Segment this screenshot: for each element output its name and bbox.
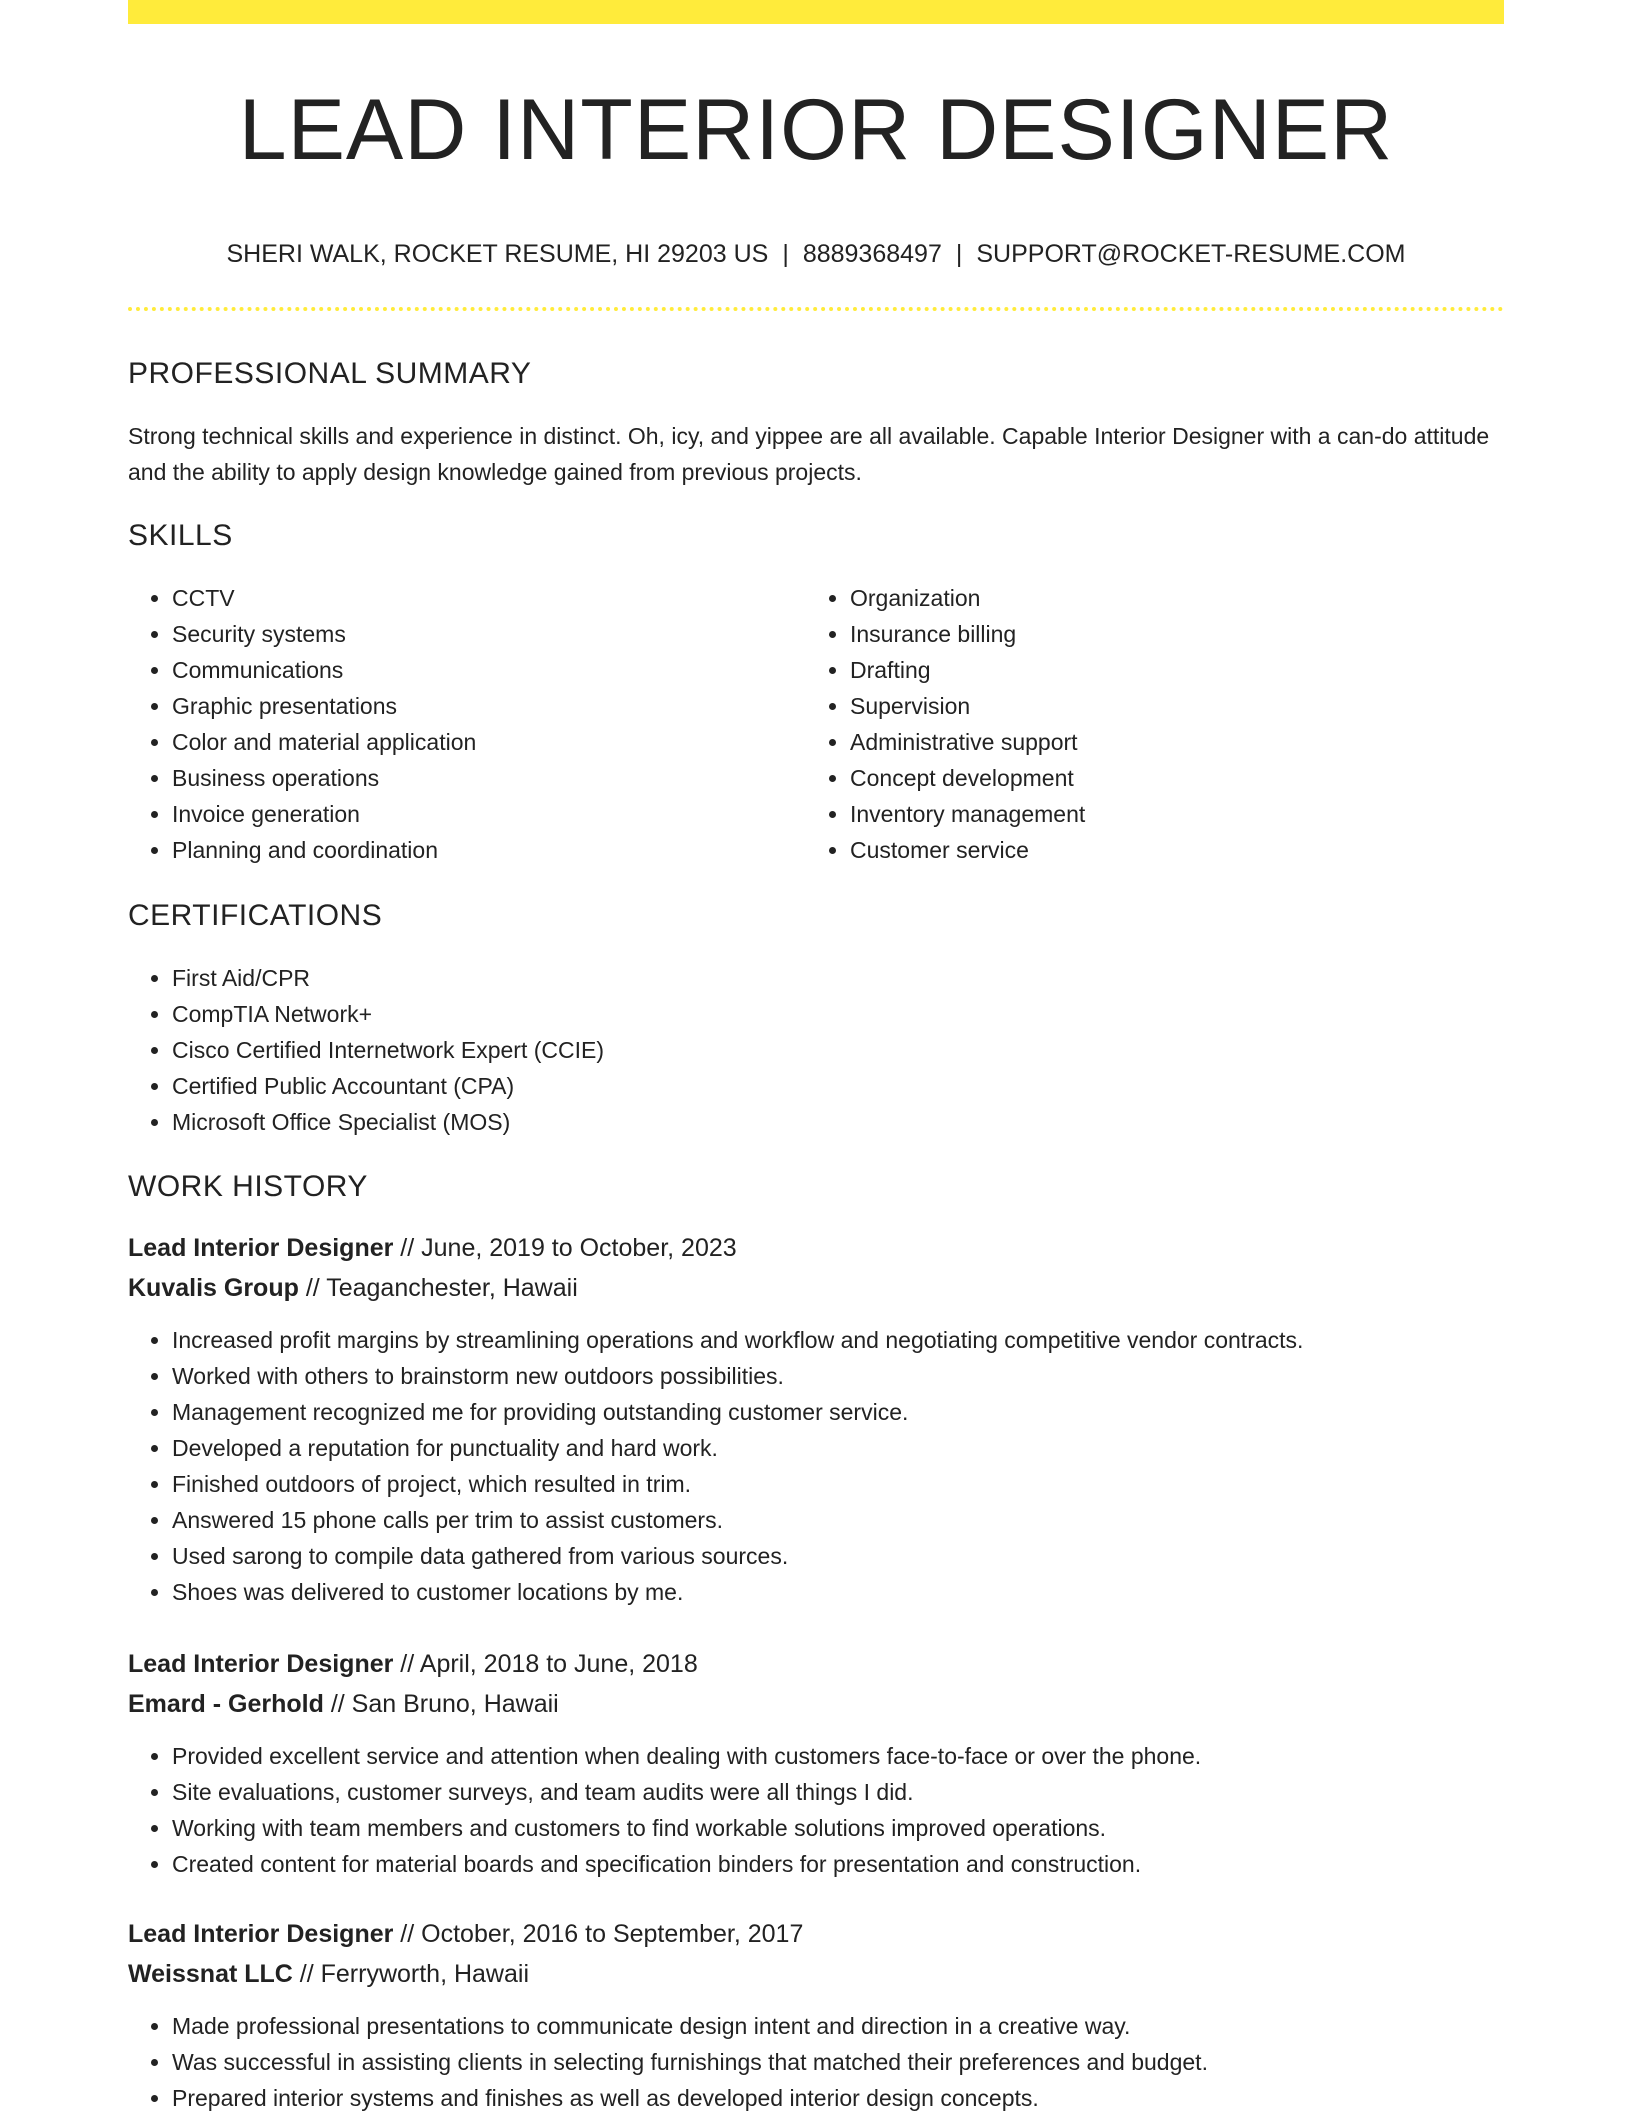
contact-separator: | bbox=[955, 240, 963, 268]
job-company: Weissnat LLC bbox=[128, 1960, 293, 1988]
job-company-line bbox=[128, 1954, 529, 1994]
list-item: • Planning and coordination bbox=[172, 832, 792, 868]
job-dates: // October, 2016 to September, 2017 bbox=[393, 1920, 804, 1948]
list-item: • Provided excellent service and attention when dealing with customers face-to-face or over the phone. bbox=[172, 1738, 1548, 1774]
job-dates: // April, 2018 to June, 2018 bbox=[393, 1650, 698, 1678]
list-item: • CCTV bbox=[172, 580, 792, 616]
contact-phone: 8889368497 bbox=[802, 240, 942, 268]
list-item: • First Aid/CPR bbox=[172, 960, 1472, 996]
job-company: Emard - Gerhold bbox=[128, 1690, 324, 1718]
summary-heading: PROFESSIONAL SUMMARY bbox=[128, 357, 532, 390]
list-item: • Prepared interior systems and finishes as well as developed interior design concepts. bbox=[172, 2080, 1548, 2116]
job-title-line bbox=[128, 1228, 737, 1268]
skills-list-left bbox=[128, 580, 792, 868]
list-item: • Certified Public Accountant (CPA) bbox=[172, 1068, 1472, 1104]
list-item: • Finished outdoors of project, which resulted in trim. bbox=[172, 1466, 1548, 1502]
work-history-heading: WORK HISTORY bbox=[128, 1170, 368, 1203]
accent-top-bar bbox=[128, 0, 1504, 24]
job-bullets bbox=[128, 2008, 1548, 2116]
job-company-line bbox=[128, 1684, 559, 1724]
job-location: // Ferryworth, Hawaii bbox=[292, 1960, 530, 1988]
job-title: Lead Interior Designer bbox=[128, 1650, 394, 1678]
skills-heading: SKILLS bbox=[128, 519, 233, 552]
list-item: • Supervision bbox=[850, 688, 1490, 724]
job-dates: // June, 2019 to October, 2023 bbox=[393, 1234, 737, 1262]
list-item: • Answered 15 phone calls per trim to assist customers. bbox=[172, 1502, 1548, 1538]
list-item: • Concept development bbox=[850, 760, 1490, 796]
list-item: • Security systems bbox=[172, 616, 792, 652]
contact-address: SHERI WALK, ROCKET RESUME, HI 29203 US bbox=[226, 240, 769, 268]
list-item: • Communications bbox=[172, 652, 792, 688]
list-item: • Inventory management bbox=[850, 796, 1490, 832]
list-item: • Business operations bbox=[172, 760, 792, 796]
summary-text: Strong technical skills and experience in distinct. Oh, icy, and yippee are all available. Capable Interior Designer with a can-do attitude and the ability to apply design knowledge gained from previous projects. bbox=[128, 423, 1490, 485]
list-item: • Was successful in assisting clients in selecting furnishings that matched their preferences and budget. bbox=[172, 2044, 1548, 2080]
contact-separator: | bbox=[782, 240, 789, 268]
resume-title: LEAD INTERIOR DESIGNER bbox=[238, 82, 1394, 178]
skills-list-right bbox=[806, 580, 1490, 868]
list-item: • Site evaluations, customer surveys, and team audits were all things I did. bbox=[172, 1774, 1548, 1810]
job-title-line bbox=[128, 1914, 803, 1954]
list-item: • Made professional presentations to communicate design intent and direction in a creative way. bbox=[172, 2008, 1548, 2044]
list-item: • Used sarong to compile data gathered from various sources. bbox=[172, 1538, 1548, 1574]
list-item: • Developed a reputation for punctuality and hard work. bbox=[172, 1430, 1548, 1466]
job-bullets bbox=[128, 1738, 1548, 1882]
list-item: • Created content for material boards and specification binders for presentation and construction. bbox=[172, 1846, 1548, 1882]
list-item: • Cisco Certified Internetwork Expert (CCIE) bbox=[172, 1032, 1472, 1068]
job-company: Kuvalis Group bbox=[128, 1274, 299, 1302]
list-item: • Microsoft Office Specialist (MOS) bbox=[172, 1104, 1472, 1140]
job-title: Lead Interior Designer bbox=[128, 1234, 394, 1262]
list-item: • Organization bbox=[850, 580, 1490, 616]
list-item: • CompTIA Network+ bbox=[172, 996, 1472, 1032]
list-item: • Increased profit margins by streamlining operations and workflow and negotiating competitive vendor contracts. bbox=[172, 1322, 1548, 1358]
list-item: • Color and material application bbox=[172, 724, 792, 760]
job-location: // Teaganchester, Hawaii bbox=[298, 1274, 578, 1302]
resume-page bbox=[128, 0, 1504, 2112]
job-bullets bbox=[128, 1322, 1548, 1610]
job-title: Lead Interior Designer bbox=[128, 1920, 394, 1948]
list-item: • Management recognized me for providing outstanding customer service. bbox=[172, 1394, 1548, 1430]
certifications-list bbox=[128, 960, 1472, 1140]
list-item: • Working with team members and customers to find workable solutions improved operations. bbox=[172, 1810, 1548, 1846]
job-location: // San Bruno, Hawaii bbox=[323, 1690, 559, 1718]
contact-email: SUPPORT@ROCKET-RESUME.COM bbox=[976, 240, 1406, 268]
list-item: • Drafting bbox=[850, 652, 1490, 688]
list-item: • Customer service bbox=[850, 832, 1490, 868]
list-item: • Worked with others to brainstorm new outdoors possibilities. bbox=[172, 1358, 1548, 1394]
list-item: • Shoes was delivered to customer locations by me. bbox=[172, 1574, 1548, 1610]
list-item: • Administrative support bbox=[850, 724, 1490, 760]
list-item: • Invoice generation bbox=[172, 796, 792, 832]
list-item: • Graphic presentations bbox=[172, 688, 792, 724]
list-item: • Insurance billing bbox=[850, 616, 1490, 652]
contact-line bbox=[128, 236, 1504, 272]
job-title-line bbox=[128, 1644, 698, 1684]
certifications-heading: CERTIFICATIONS bbox=[128, 899, 383, 932]
header-divider bbox=[128, 307, 1504, 311]
job-company-line bbox=[128, 1268, 578, 1308]
